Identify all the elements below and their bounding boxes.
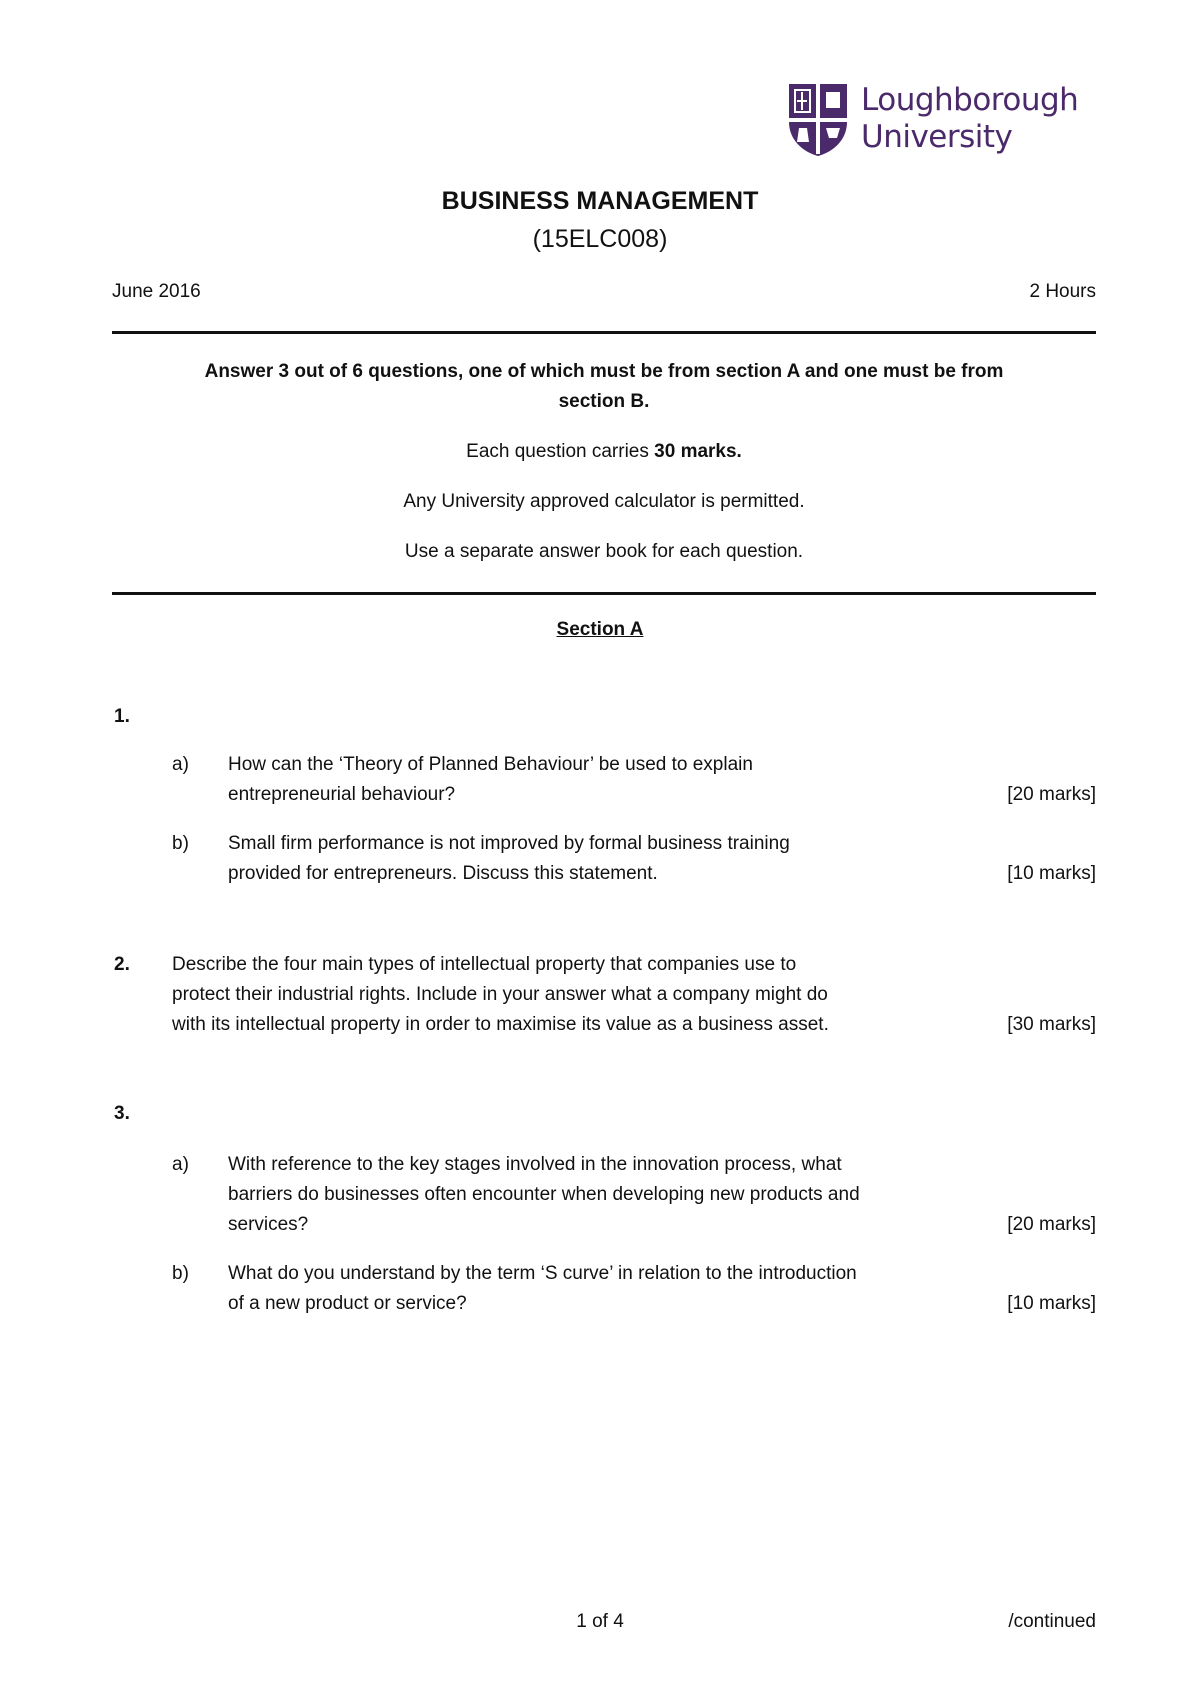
exam-title: BUSINESS MANAGEMENT xyxy=(441,187,759,215)
question-3a-line: With reference to the key stages involved in the innovation process, what xyxy=(228,1154,842,1175)
question-3a-line: services? xyxy=(228,1214,309,1235)
question-3-number: 3. xyxy=(114,1103,130,1124)
question-3b-marks: [10 marks] xyxy=(1007,1293,1096,1314)
question-3a-text xyxy=(228,1150,968,1240)
question-1b-line: Small firm performance is not improved by formal business training xyxy=(228,833,790,854)
question-1a-line: entrepreneurial behaviour? xyxy=(228,784,456,805)
instruction-choice-line-1: Answer 3 out of 6 questions, one of which must be from section A and one must be from xyxy=(204,361,1004,382)
question-2-marks: [30 marks] xyxy=(1007,1014,1096,1035)
instruction-answer-book: Use a separate answer book for each question. xyxy=(404,541,804,562)
question-3b-text xyxy=(228,1259,968,1319)
question-1a-text xyxy=(228,750,968,810)
exam-instructions xyxy=(120,357,1088,567)
question-2-line: with its intellectual property in order to maximise its value as a business asset. xyxy=(172,1014,829,1035)
question-3b-label: b) xyxy=(172,1263,189,1284)
question-1-number: 1. xyxy=(114,706,130,727)
question-2-line: protect their industrial rights. Include in your answer what a company might do xyxy=(172,984,828,1005)
page-number: 1 of 4 xyxy=(576,1611,624,1632)
question-3a-label: a) xyxy=(172,1154,189,1175)
section-title: Section A xyxy=(556,619,644,640)
university-logo xyxy=(787,82,1087,160)
question-1b-text xyxy=(228,829,968,889)
instruction-marks xyxy=(120,437,1088,467)
continued-note: /continued xyxy=(1008,1611,1096,1632)
question-3a-line: barriers do businesses often encounter when developing new products and xyxy=(228,1184,860,1205)
instruction-marks-prefix: Each question carries xyxy=(466,441,655,462)
logo-line-1: Loughborough xyxy=(861,82,1079,118)
question-2-number: 2. xyxy=(114,954,130,975)
question-1b-label: b) xyxy=(172,833,189,854)
question-3b-line: What do you understand by the term ‘S curve’ in relation to the introduction xyxy=(228,1263,857,1284)
question-3a-marks: [20 marks] xyxy=(1007,1214,1096,1235)
question-3b-line: of a new product or service? xyxy=(228,1293,467,1314)
module-code: (15ELC008) xyxy=(532,225,668,253)
question-1b-line: provided for entrepreneurs. Discuss this statement. xyxy=(228,863,658,884)
exam-duration: 2 Hours xyxy=(1029,281,1096,302)
logo-line-2: University xyxy=(861,119,1013,155)
instruction-choice-line-2: section B. xyxy=(558,391,650,412)
question-1a-label: a) xyxy=(172,754,189,775)
question-2-line: Describe the four main types of intellectual property that companies use to xyxy=(172,954,797,975)
question-1b-marks: [10 marks] xyxy=(1007,863,1096,884)
divider-top xyxy=(112,331,1096,334)
question-2-text xyxy=(172,950,972,1040)
university-crest-icon xyxy=(787,82,849,158)
question-1a-marks: [20 marks] xyxy=(1007,784,1096,805)
instruction-calculator: Any University approved calculator is permitted. xyxy=(403,491,805,512)
instruction-marks-value: 30 marks. xyxy=(654,441,742,462)
question-1a-line: How can the ‘Theory of Planned Behaviour’ be used to explain xyxy=(228,754,753,775)
divider-bottom xyxy=(112,592,1096,595)
exam-date: June 2016 xyxy=(112,281,201,302)
